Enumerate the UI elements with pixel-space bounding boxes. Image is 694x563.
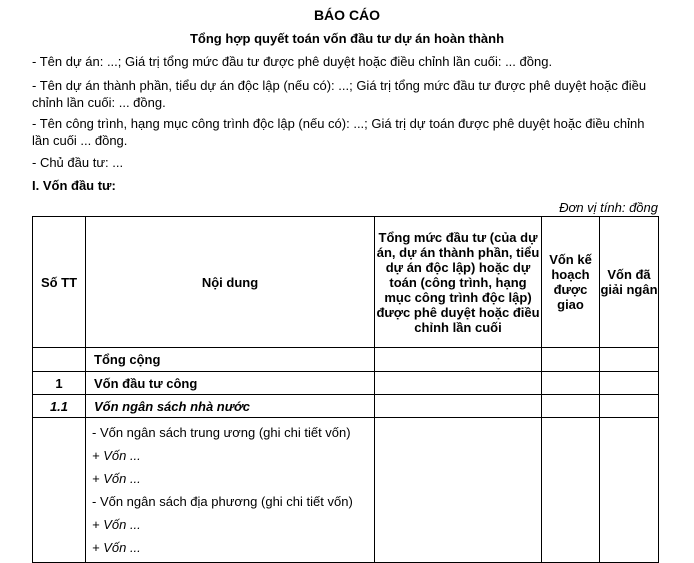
table-header-row xyxy=(33,217,659,348)
unit-note: Đơn vị tính: đồng xyxy=(559,200,658,215)
row-cell xyxy=(542,418,600,563)
report-subtitle: Tổng hợp quyết toán vốn đầu tư dự án hoàn thành xyxy=(189,31,505,46)
row-stt xyxy=(33,418,86,563)
row-cell xyxy=(600,395,659,418)
row-cell xyxy=(542,395,600,418)
list-item: + Vốn ... xyxy=(92,448,141,463)
table-row xyxy=(33,418,659,563)
row-cell xyxy=(375,395,542,418)
investor-line: - Chủ đầu tư: ... xyxy=(32,155,124,170)
row-cell xyxy=(542,372,600,395)
report-title: BÁO CÁO xyxy=(313,7,381,23)
row-cell xyxy=(600,418,659,563)
list-item: + Vốn ... xyxy=(92,471,141,486)
investment-table xyxy=(32,216,659,563)
section-title: I. Vốn đầu tư: xyxy=(32,178,116,193)
row-cell xyxy=(375,372,542,395)
table-row xyxy=(33,395,659,418)
row-stt xyxy=(33,348,86,372)
row-content: Tổng cộng xyxy=(86,348,375,372)
header-content: Nội dung xyxy=(86,217,375,348)
row-content: Vốn ngân sách nhà nước xyxy=(86,395,375,418)
header-stt: Số TT xyxy=(33,217,86,348)
header-planned-capital: Vốn kế hoạch được giao xyxy=(542,217,600,348)
row-stt: 1.1 xyxy=(33,395,86,418)
header-total-investment: Tổng mức đầu tư (của dự án, dự án thành phần, tiểu dự án độc lập) hoặc dự toán (công trình, hạng mục công trình độc lập) được phê duyệt hoặc điều chỉnh lần cuối xyxy=(375,217,542,348)
header-disbursed-capital: Vốn đã giải ngân xyxy=(600,217,659,348)
row-cell xyxy=(600,372,659,395)
row-cell xyxy=(542,348,600,372)
row-cell xyxy=(600,348,659,372)
construction-item-line: - Tên công trình, hạng mục công trình độc lập (nếu có): ...; Giá trị dự toán được phê duyệt hoặc điều chỉnh lần cuối ... đồng. xyxy=(32,116,645,148)
row-cell xyxy=(375,418,542,563)
row-stt: 1 xyxy=(33,372,86,395)
row-content-detail xyxy=(86,418,375,563)
list-item: + Vốn ... xyxy=(92,540,141,555)
table-row xyxy=(33,372,659,395)
list-item: - Vốn ngân sách trung ương (ghi chi tiết vốn) xyxy=(92,425,351,440)
row-content: Vốn đầu tư công xyxy=(86,372,375,395)
component-project-line: - Tên dự án thành phần, tiểu dự án độc lập (nếu có): ...; Giá trị tổng mức đầu tư được phê duyệt hoặc điều chỉnh lần cuối: ... đồng. xyxy=(32,78,647,110)
table-row xyxy=(33,348,659,372)
list-item: + Vốn ... xyxy=(92,517,141,532)
row-cell xyxy=(375,348,542,372)
list-item: - Vốn ngân sách địa phương (ghi chi tiết vốn) xyxy=(92,494,353,509)
project-name-line: - Tên dự án: ...; Giá trị tổng mức đầu tư được phê duyệt hoặc điều chỉnh lần cuối: ... đồng. xyxy=(32,54,553,69)
